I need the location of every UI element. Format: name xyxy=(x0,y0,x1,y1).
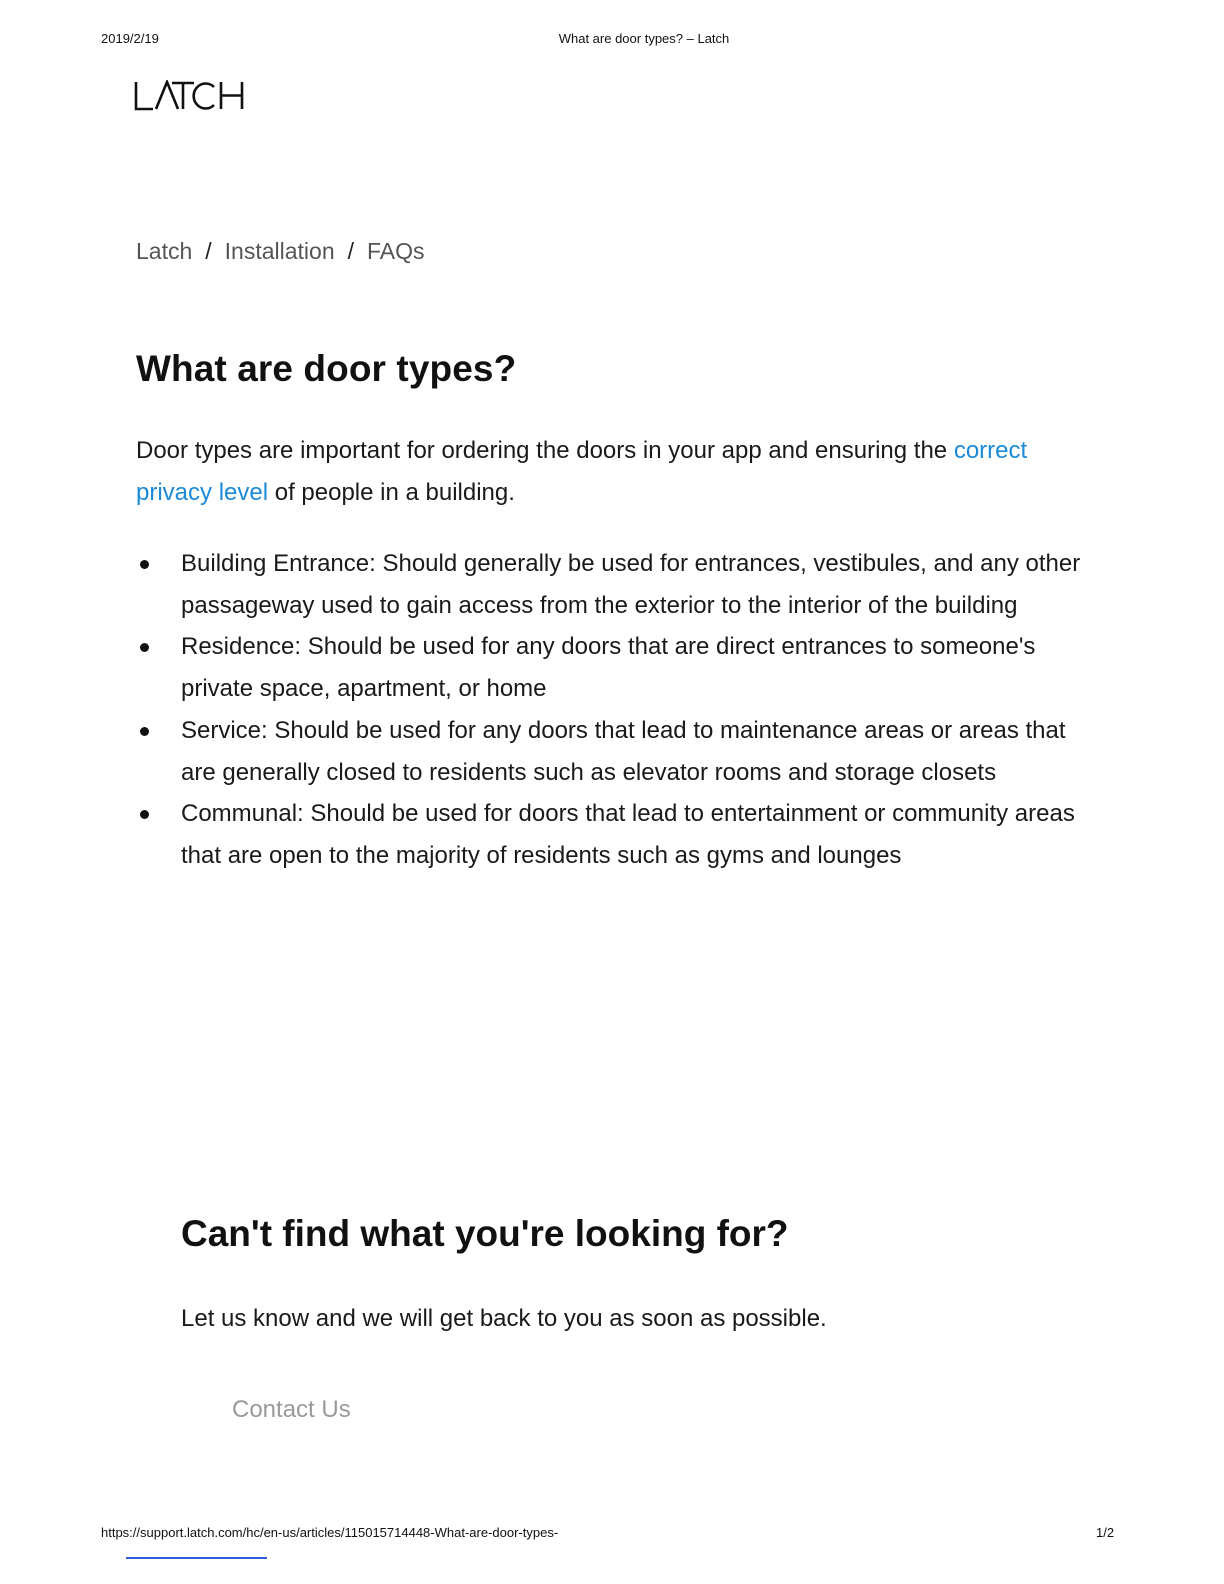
latch-logo-icon[interactable] xyxy=(134,80,246,112)
bullet-icon xyxy=(140,560,149,569)
intro-text: of people in a building. xyxy=(268,479,515,506)
list-item xyxy=(136,543,1096,626)
list-item xyxy=(136,626,1096,709)
contact-us-button[interactable]: Contact Us xyxy=(232,1396,351,1423)
breadcrumb xyxy=(136,238,425,265)
privacy-level-link[interactable]: correct privacy level xyxy=(136,437,1028,506)
list-item-text: Building Entrance: Should generally be used for entrances, vestibules, and any other passageway used to gain access from the exterior to the interior of the building xyxy=(181,550,1081,619)
print-footer-page-number: 1/2 xyxy=(1096,1525,1115,1540)
breadcrumb-item-latch[interactable]: Latch xyxy=(136,238,193,264)
door-types-list xyxy=(136,543,1096,877)
breadcrumb-item-installation[interactable]: Installation xyxy=(224,238,335,264)
bullet-icon xyxy=(140,727,149,736)
print-header-date: 2019/2/19 xyxy=(101,31,159,46)
list-item-text: Communal: Should be used for doors that lead to entertainment or community areas that are open to the majority of residents such as gyms and lounges xyxy=(181,800,1075,869)
breadcrumb-separator: / xyxy=(205,238,212,264)
print-footer-url: https://support.latch.com/hc/en-us/articles/115015714448-What-are-door-types- xyxy=(101,1525,559,1540)
bullet-icon xyxy=(140,810,149,819)
bullet-icon xyxy=(140,643,149,652)
page-title: What are door types? xyxy=(136,348,517,389)
article-intro xyxy=(136,430,1096,514)
print-header-title: What are door types? – Latch xyxy=(558,31,730,46)
list-item xyxy=(136,710,1096,793)
cta-title: Can't find what you're looking for? xyxy=(181,1213,789,1254)
list-item-text: Service: Should be used for any doors that lead to maintenance areas or areas that are generally closed to residents such as elevator rooms and storage closets xyxy=(181,716,1066,786)
breadcrumb-separator: / xyxy=(347,238,355,264)
footer-underline-divider xyxy=(126,1557,267,1559)
list-item-text: Residence: Should be used for any doors that are direct entrances to someone's private space, apartment, or home xyxy=(181,633,1036,703)
breadcrumb-item-faqs[interactable]: FAQs xyxy=(367,238,425,264)
list-item xyxy=(136,793,1096,876)
cta-text: Let us know and we will get back to you as soon as possible. xyxy=(181,1305,827,1332)
intro-text: Door types are important for ordering the doors in your app and ensuring the xyxy=(136,437,954,464)
